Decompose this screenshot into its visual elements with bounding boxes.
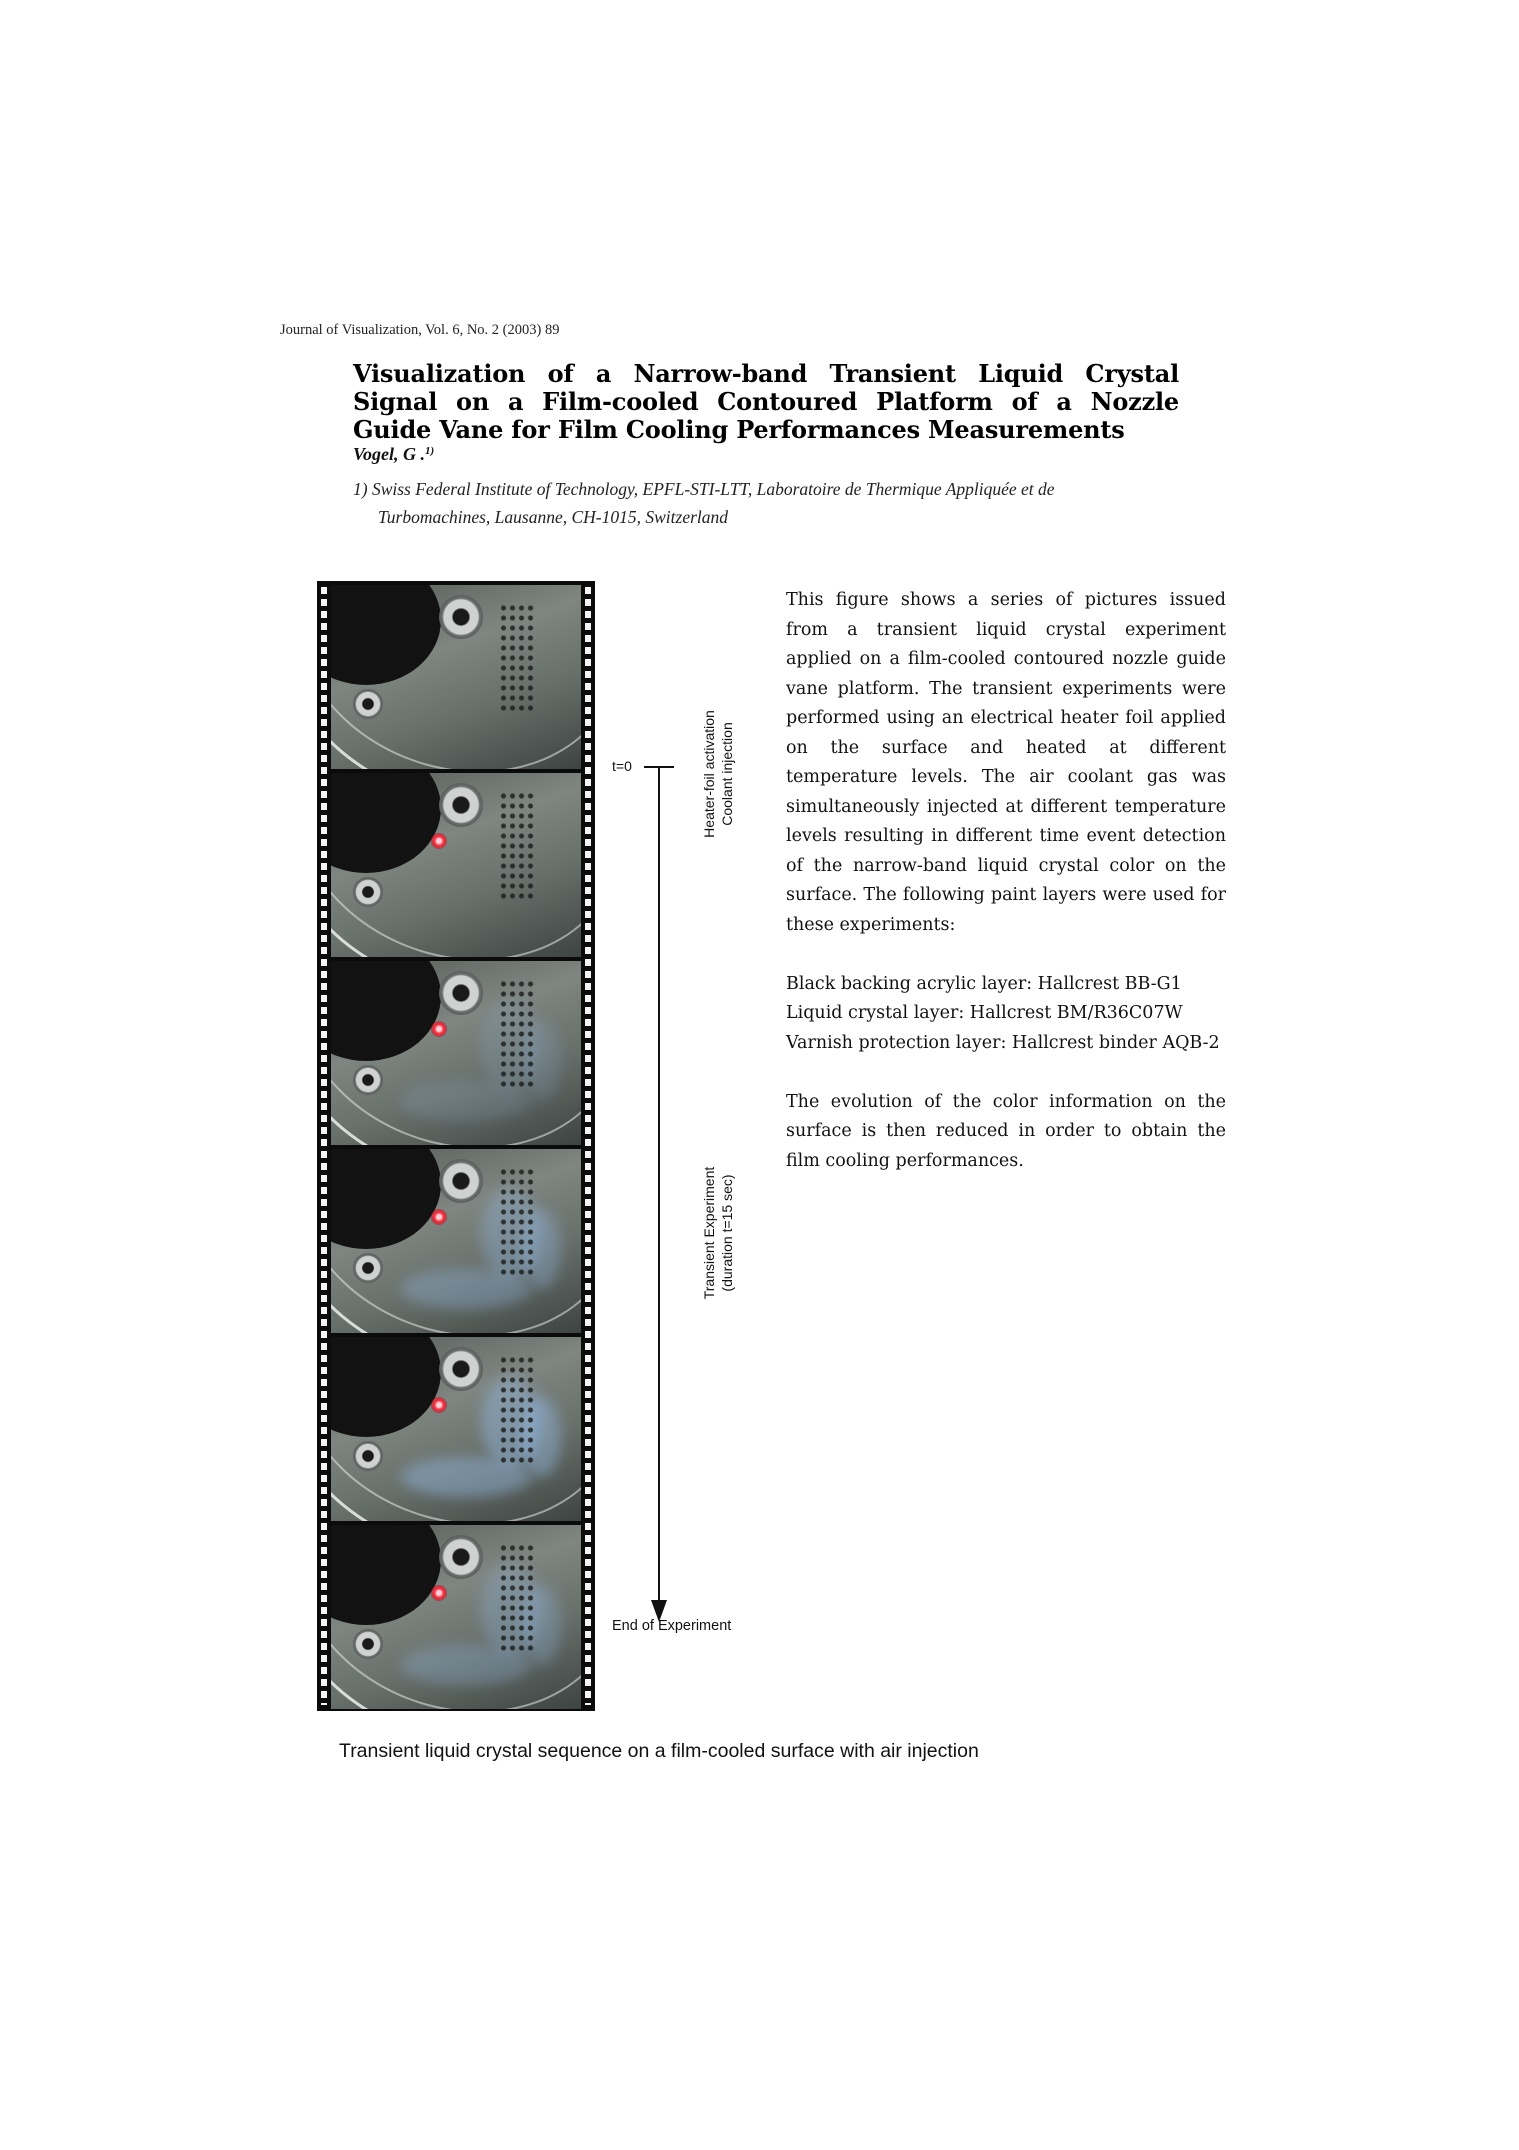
paint-layers-list: [786, 970, 1226, 1059]
author-affiliation-marker: 1): [425, 445, 435, 457]
paint-layer-backing: Black backing acrylic layer: Hallcrest BB-G1: [786, 973, 1182, 994]
heater-label-line-1: Heater-foil activation: [701, 710, 717, 838]
journal-header: Journal of Visualization, Vol. 6, No. 2 (2003) 89: [280, 322, 560, 338]
author-name: Vogel, G .: [353, 444, 425, 464]
film-sprockets-left: [321, 587, 327, 1705]
film-frame: [331, 961, 581, 1145]
description-paragraph-1: This figure shows a series of pictures issued from a transient liquid crystal experiment applied on a film-cooled contoured nozzle guide vane platform. The transient experiments were performed using an electrical heater foil applied on the surface and heated at different temperature levels. The air coolant gas was simultaneously injected at different temperature levels resulting in different time event detection of the narrow-band liquid crystal color on the surface. The following paint layers were used for these experiments:: [786, 590, 1226, 935]
timeline-arrow: [612, 740, 762, 1640]
film-frame: [331, 1525, 581, 1709]
paper-title: Visualization of a Narrow-band Transient Liquid Crystal Signal on a Film-cooled Contoured Platform of a Nozzle Guide Vane for Film Cooling Performances Measurements: [353, 359, 1179, 444]
affiliation-line-1: 1) Swiss Federal Institute of Technology, EPFL-STI-LTT, Laboratoire de Thermique Appliquée et de: [353, 479, 1055, 499]
paint-layer-liquid-crystal: Liquid crystal layer: Hallcrest BM/R36C07W: [786, 1003, 1183, 1023]
author: [353, 444, 434, 465]
figure-description: [786, 586, 1226, 1206]
heater-activation-label: [700, 684, 736, 864]
film-frame: [331, 773, 581, 957]
transient-label-line-1: Transient Experiment: [701, 1166, 717, 1300]
film-sprockets-right: [585, 587, 591, 1705]
film-strip-figure: [317, 581, 595, 1711]
transient-label-line-2: (duration t=15 sec): [719, 1174, 735, 1292]
time-axis-line: [658, 766, 660, 1606]
film-frame: [331, 1337, 581, 1521]
heater-label-line-2: Coolant injection: [719, 722, 735, 826]
transient-experiment-label: [700, 1143, 736, 1323]
film-frame: [331, 1149, 581, 1333]
figure-caption: Transient liquid crystal sequence on a film-cooled surface with air injection: [339, 1740, 979, 1762]
affiliation-line-2: Turbomachines, Lausanne, CH-1015, Switzerland: [378, 507, 729, 527]
t0-label: t=0: [612, 758, 632, 774]
paint-layer-varnish: Varnish protection layer: Hallcrest binder AQB-2: [786, 1032, 1220, 1053]
film-frame: [331, 585, 581, 769]
affiliation: [353, 475, 1183, 531]
description-paragraph-2: The evolution of the color information on the surface is then reduced in order to obtain the film cooling performances.: [786, 1091, 1226, 1171]
end-of-experiment-label: End of Experiment: [612, 1618, 732, 1634]
